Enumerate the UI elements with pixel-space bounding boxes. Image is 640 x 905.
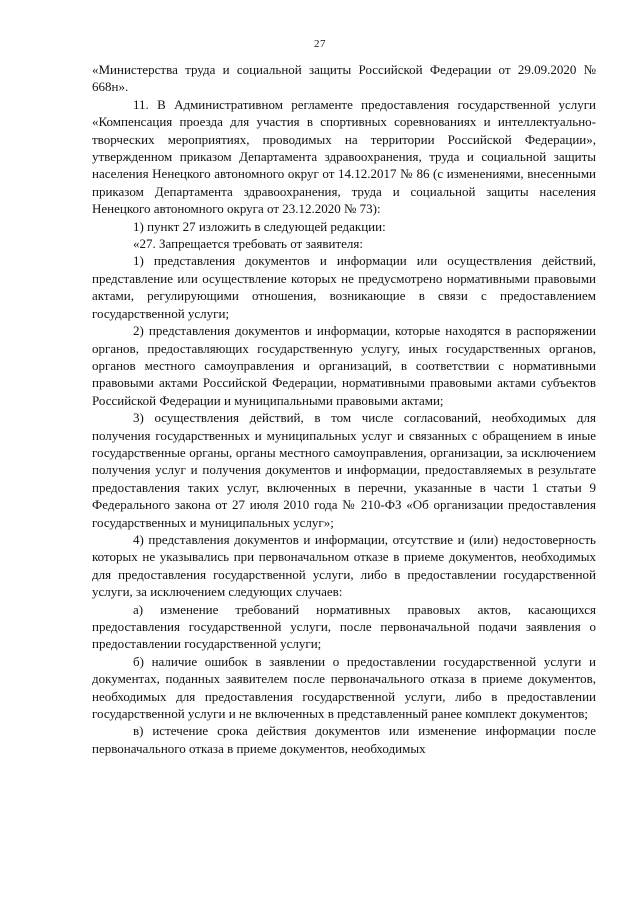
paragraph-item-11: 11. В Административном регламенте предоставления государственной услуги «Компенсация проезда для участия в спортивных соревнованиях и интеллектуально-творческих мероприятиях, проводимых на территории Российской Федерации», утвержденном приказом Департамента здравоохранения, труда и социальной защиты населения Ненецкого автономного округ от 14.12.2017 № 86 (с изменениями, внесенными приказом Департамента здравоохранения, труда и социальной защиты населения Ненецкого автономного округа от 23.12.2020 № 73): [92,96,596,217]
page-number: 27 [314,38,326,50]
paragraph-requirement-4: 4) представления документов и информации, отсутствие и (или) недостоверность которых не указывались при первоначальном отказе в приеме документов, необходимых для предоставления государственной услуги, либо в предоставлении государственной услуги, за исключением следующих случаев: [92,531,596,600]
paragraph-requirement-1: 1) представления документов и информации или осуществления действий, представление или осуществление которых не предусмотрено нормативными правовыми актами, регулирующими отношения, возникающие в связи с предоставлением государственной услуги; [92,253,596,321]
document-body [92,61,596,757]
paragraph-case-v: в) истечение срока действия документов или изменение информации после первоначального отказа в приеме документов, необходимых [92,723,596,756]
paragraph-point-27: «27. Запрещается требовать от заявителя: [133,236,363,252]
paragraph-subitem-1: 1) пункт 27 изложить в следующей редакции: [133,218,386,234]
paragraph-case-b: б) наличие ошибок в заявлении о предоставлении государственной услуги и документах, поданных заявителем после первоначального отказа в приеме документов, необходимых для предоставления государственной услуги, либо в предоставлении государственной услуги и не включенных в представленный ранее комплект документов; [92,653,596,722]
paragraph-case-a: а) изменение требований нормативных правовых актов, касающихся предоставления государственной услуги, после первоначальной подачи заявления о предоставлении государственной услуги; [92,601,596,652]
paragraph-continuation: «Министерства труда и социальной защиты Российской Федерации от 29.09.2020 № 668н». [92,62,596,95]
paragraph-requirement-3: 3) осуществления действий, в том числе согласований, необходимых для получения государственных и муниципальных услуг и связанных с обращением в иные государственные органы, органы местного самоуправления, организации, за исключением получения услуг и получения документов и информации, предоставляемых в результате предоставления таких услуг, включенных в перечни, указанные в части 1 статьи 9 Федерального закона от 27 июля 2010 года № 210-ФЗ «Об организации предоставления государственных и муниципальных услуг»; [92,410,596,530]
paragraph-requirement-2: 2) представления документов и информации, которые находятся в распоряжении органов, предоставляющих государственную услугу, иных государственных органов, органов местного самоуправления и организаций, в соответствии с нормативными правовыми актами Российской Федерации, нормативными правовыми актами субъектов Российской Федерации и муниципальными правовыми актами; [92,323,596,408]
